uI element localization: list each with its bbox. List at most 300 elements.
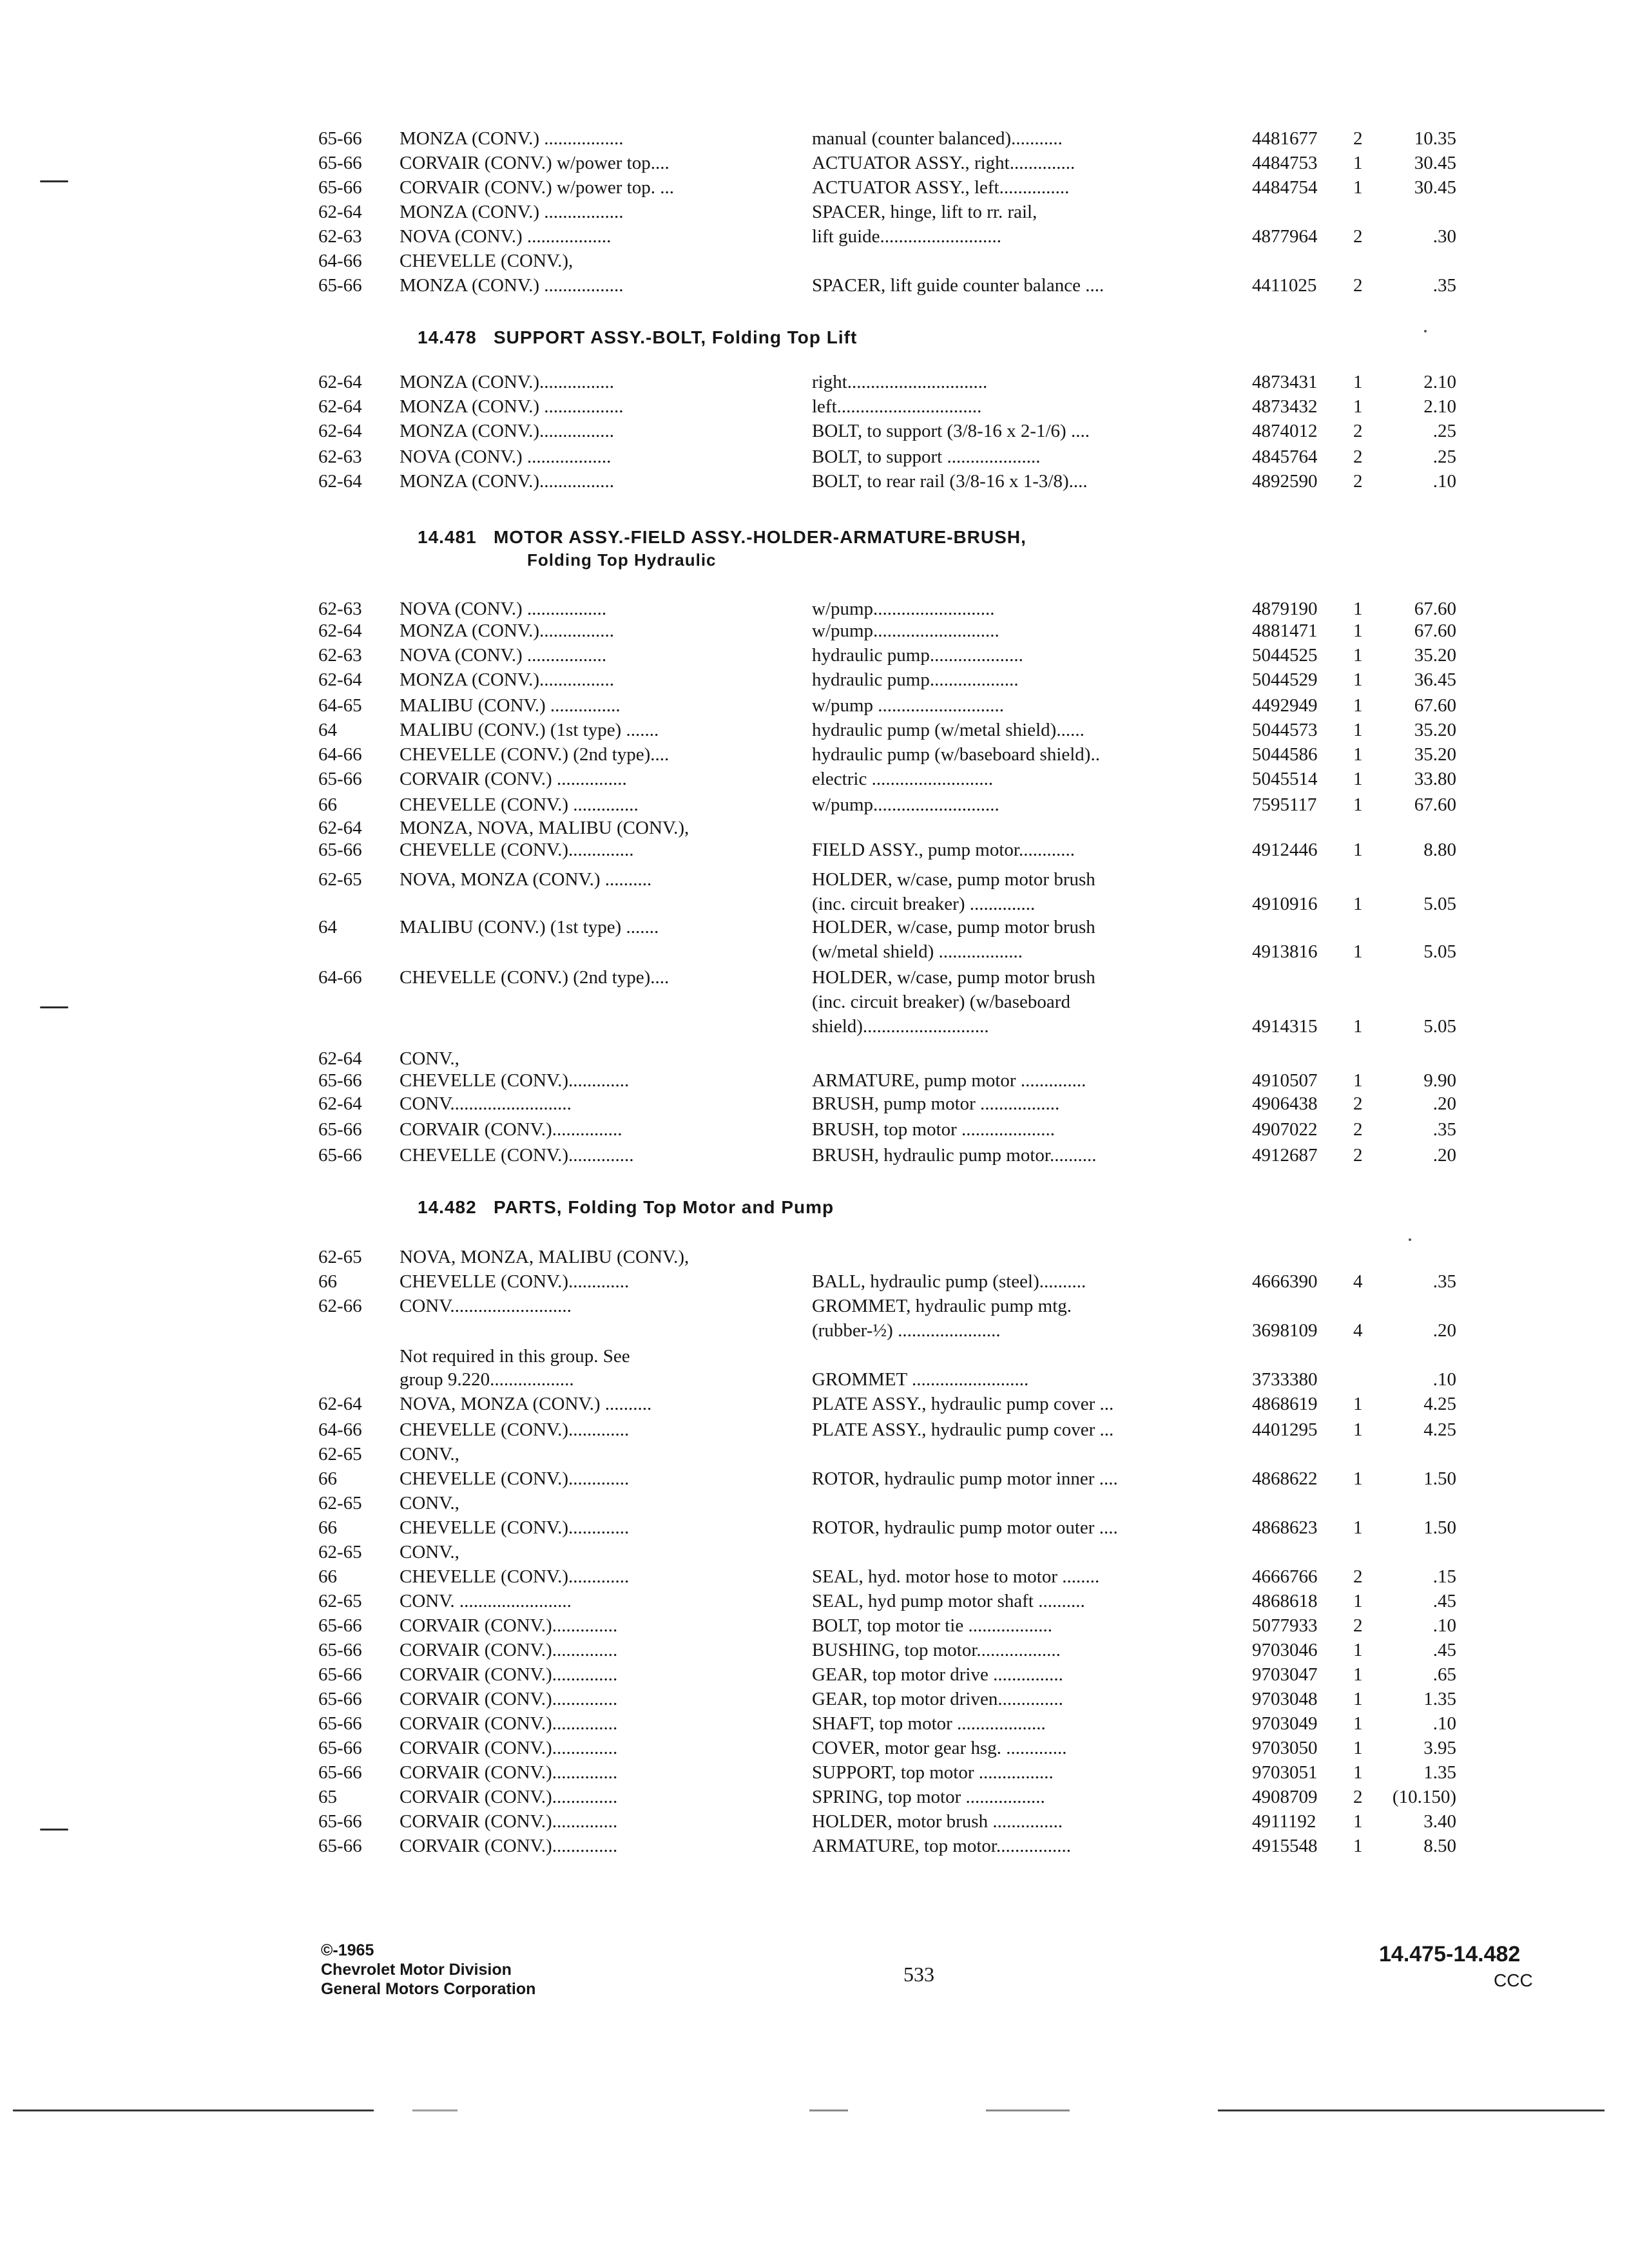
price-cell: .45: [1432, 1640, 1456, 1660]
part-row: [0, 1318, 1629, 1343]
part-row: [0, 915, 1629, 939]
price-cell: 5.05: [1423, 941, 1456, 962]
price-cell: 2.10: [1423, 372, 1456, 392]
part-number-cell: 4881471: [1252, 620, 1318, 641]
part-row: [0, 1515, 1629, 1540]
price-cell: 5.05: [1423, 894, 1456, 914]
description-cell: ARMATURE, top motor................: [812, 1836, 1071, 1856]
price-cell: 5.05: [1423, 1016, 1456, 1037]
year-cell: 62-64: [318, 396, 362, 417]
year-cell: 65-66: [318, 128, 362, 149]
part-row: [0, 469, 1629, 494]
quantity-cell: 1: [1353, 894, 1363, 914]
part-number-cell: 5044529: [1252, 669, 1318, 690]
part-number-cell: 4401295: [1252, 1419, 1318, 1440]
quantity-cell: 1: [1353, 177, 1363, 198]
part-number-cell: 9703050: [1252, 1738, 1318, 1758]
quantity-cell: 1: [1353, 645, 1363, 666]
price-cell: 2.10: [1423, 396, 1456, 417]
part-number-cell: 4873431: [1252, 372, 1318, 392]
description-cell: hydraulic pump....................: [812, 645, 1023, 666]
price-cell: .35: [1432, 1271, 1456, 1292]
part-row: [0, 668, 1629, 692]
part-row: [0, 1638, 1629, 1662]
quantity-cell: 2: [1353, 128, 1363, 149]
model-cell: CHEVELLE (CONV.) (2nd type)....: [400, 967, 670, 988]
quantity-cell: 1: [1353, 941, 1363, 962]
description-cell: ROTOR, hydraulic pump motor outer ....: [812, 1517, 1118, 1538]
part-row: [0, 1540, 1629, 1564]
part-number-cell: 4868619: [1252, 1394, 1318, 1414]
part-row: [0, 175, 1629, 200]
model-cell: CORVAIR (CONV.)..............: [400, 1689, 618, 1709]
part-row: [0, 718, 1629, 742]
model-cell: MONZA, NOVA, MALIBU (CONV.),: [400, 818, 689, 838]
model-cell: CORVAIR (CONV.)..............: [400, 1615, 618, 1636]
year-cell: 62-65: [318, 869, 362, 890]
price-cell: .10: [1432, 1713, 1456, 1734]
section-title: PARTS, Folding Top Motor and Pump: [493, 1197, 834, 1217]
model-cell: MALIBU (CONV.) (1st type) .......: [400, 917, 659, 937]
description-cell: hydraulic pump (w/baseboard shield)..: [812, 744, 1100, 765]
quantity-cell: 1: [1353, 1689, 1363, 1709]
group-range: 14.475-14.482: [1379, 1942, 1521, 1966]
description-cell: COVER, motor gear hsg. .............: [812, 1738, 1067, 1758]
model-cell: CONV.,: [400, 1048, 459, 1069]
part-number-cell: 9703047: [1252, 1664, 1318, 1685]
year-cell: 64-66: [318, 251, 362, 271]
description-cell: BOLT, to support ....................: [812, 447, 1041, 467]
quantity-cell: 1: [1353, 1811, 1363, 1832]
part-number-cell: 5077933: [1252, 1615, 1318, 1636]
price-cell: 10.35: [1414, 128, 1456, 149]
part-row: [0, 1589, 1629, 1613]
price-cell: 30.45: [1414, 153, 1456, 173]
part-number-cell: 4845764: [1252, 447, 1318, 467]
price-cell: 67.60: [1414, 794, 1456, 815]
year-cell: 65-66: [318, 1145, 362, 1166]
year-cell: 62-64: [318, 372, 362, 392]
part-row: [0, 1613, 1629, 1638]
division-name: Chevrolet Motor Division: [321, 1961, 512, 1979]
model-cell: MONZA (CONV.) .................: [400, 275, 624, 296]
description-cell: PLATE ASSY., hydraulic pump cover ...: [812, 1419, 1114, 1440]
part-number-cell: 4666766: [1252, 1566, 1318, 1587]
year-cell: 65-66: [318, 769, 362, 789]
model-cell: CHEVELLE (CONV.) ..............: [400, 794, 639, 815]
model-cell: CORVAIR (CONV.) w/power top....: [400, 153, 670, 173]
model-cell: CORVAIR (CONV.)..............: [400, 1787, 618, 1807]
description-cell: w/pump..........................: [812, 599, 995, 619]
price-cell: .20: [1432, 1093, 1456, 1114]
year-cell: 64-65: [318, 695, 362, 716]
bottom-rule: [986, 2109, 1070, 2111]
part-row: [0, 693, 1629, 718]
quantity-cell: 1: [1353, 1664, 1363, 1685]
corporation-name: General Motors Corporation: [321, 1980, 536, 1998]
description-cell: BALL, hydraulic pump (steel)..........: [812, 1271, 1086, 1292]
year-cell: 65: [318, 1787, 337, 1807]
part-row: [0, 939, 1629, 964]
price-cell: .45: [1432, 1591, 1456, 1611]
description-cell: GROMMET .........................: [812, 1369, 1029, 1390]
model-cell: CHEVELLE (CONV.)..............: [400, 840, 634, 860]
part-row: [0, 1046, 1629, 1071]
price-cell: 35.20: [1414, 744, 1456, 765]
description-cell: lift guide..........................: [812, 226, 1002, 247]
price-cell: .35: [1432, 275, 1456, 296]
quantity-cell: 1: [1353, 1713, 1363, 1734]
description-cell: SPRING, top motor .................: [812, 1787, 1045, 1807]
part-number-cell: 4907022: [1252, 1119, 1318, 1140]
quantity-cell: 4: [1353, 1320, 1363, 1341]
price-cell: 3.40: [1423, 1811, 1456, 1832]
part-row: [0, 394, 1629, 419]
quantity-cell: 1: [1353, 744, 1363, 765]
year-cell: 65-66: [318, 1070, 362, 1091]
year-cell: 62-64: [318, 1048, 362, 1069]
part-number-cell: 5044586: [1252, 744, 1318, 765]
part-row: [0, 1466, 1629, 1491]
model-cell: CONV. ........................: [400, 1591, 572, 1611]
part-number-cell: 5044573: [1252, 720, 1318, 740]
part-number-cell: 4484754: [1252, 177, 1318, 198]
description-cell: w/pump...........................: [812, 794, 999, 815]
quantity-cell: 1: [1353, 1419, 1363, 1440]
year-cell: 64: [318, 720, 337, 740]
part-row: [0, 767, 1629, 791]
model-cell: MALIBU (CONV.) (1st type) .......: [400, 720, 659, 740]
price-cell: .30: [1432, 226, 1456, 247]
part-number-cell: 4912446: [1252, 840, 1318, 860]
price-cell: 35.20: [1414, 720, 1456, 740]
price-cell: 8.80: [1423, 840, 1456, 860]
year-cell: 65-66: [318, 1640, 362, 1660]
part-row: [0, 1736, 1629, 1760]
year-cell: 65-66: [318, 177, 362, 198]
year-cell: 65-66: [318, 1615, 362, 1636]
year-cell: 62-65: [318, 1444, 362, 1465]
year-cell: 62-63: [318, 645, 362, 666]
section-title: MOTOR ASSY.-FIELD ASSY.-HOLDER-ARMATURE-BRUSH,: [493, 527, 1027, 547]
part-row: [0, 965, 1629, 990]
model-cell: NOVA, MONZA (CONV.) ..........: [400, 1394, 652, 1414]
part-number-cell: 4912687: [1252, 1145, 1318, 1166]
model-cell: MALIBU (CONV.) ...............: [400, 695, 621, 716]
catalog-code: CCC: [1494, 1970, 1533, 1990]
quantity-cell: 2: [1353, 447, 1363, 467]
part-number-cell: 4910507: [1252, 1070, 1318, 1091]
model-cell: MONZA (CONV.) .................: [400, 396, 624, 417]
model-cell: CONV.,: [400, 1444, 459, 1465]
description-cell: BOLT, to support (3/8-16 x 2-1/6) ....: [812, 421, 1090, 441]
part-number-cell: 5044525: [1252, 645, 1318, 666]
description-cell: shield)...........................: [812, 1016, 989, 1037]
part-number-cell: 4911192: [1252, 1811, 1316, 1832]
price-cell: 67.60: [1414, 599, 1456, 619]
year-cell: 66: [318, 794, 337, 815]
part-number-cell: 9703051: [1252, 1762, 1318, 1783]
model-cell: CHEVELLE (CONV.).............: [400, 1566, 630, 1587]
year-cell: 62-65: [318, 1247, 362, 1267]
price-cell: 36.45: [1414, 669, 1456, 690]
description-cell: BRUSH, pump motor .................: [812, 1093, 1060, 1114]
part-row: [0, 1117, 1629, 1142]
part-row: [0, 1711, 1629, 1736]
quantity-cell: 1: [1353, 1070, 1363, 1091]
model-cell: CHEVELLE (CONV.),: [400, 251, 574, 271]
year-cell: 62-64: [318, 202, 362, 222]
model-cell: CHEVELLE (CONV.)..............: [400, 1145, 634, 1166]
year-cell: 65-66: [318, 1738, 362, 1758]
quantity-cell: 2: [1353, 1145, 1363, 1166]
year-cell: 64-66: [318, 967, 362, 988]
description-cell: hydraulic pump...................: [812, 669, 1019, 690]
description-cell: HOLDER, w/case, pump motor brush: [812, 967, 1095, 988]
model-cell: CORVAIR (CONV.) ...............: [400, 769, 627, 789]
part-row: [0, 816, 1629, 840]
price-cell: 1.35: [1423, 1762, 1456, 1783]
year-cell: 62-65: [318, 1591, 362, 1611]
part-number-cell: 5045514: [1252, 769, 1318, 789]
quantity-cell: 1: [1353, 1394, 1363, 1414]
description-cell: (rubber-½) ......................: [812, 1320, 1001, 1341]
model-cell: CHEVELLE (CONV.).............: [400, 1419, 630, 1440]
year-cell: 65-66: [318, 840, 362, 860]
model-cell: CORVAIR (CONV.)..............: [400, 1640, 618, 1660]
part-row: [0, 1687, 1629, 1711]
quantity-cell: 1: [1353, 396, 1363, 417]
price-cell: 33.80: [1414, 769, 1456, 789]
price-cell: .10: [1432, 1615, 1456, 1636]
year-cell: 65-66: [318, 1689, 362, 1709]
part-number-cell: 9703049: [1252, 1713, 1318, 1734]
quantity-cell: 1: [1353, 840, 1363, 860]
price-cell: 1.50: [1423, 1517, 1456, 1538]
part-number-cell: 4910916: [1252, 894, 1318, 914]
section-number: 14.482: [418, 1197, 477, 1217]
price-cell: 67.60: [1414, 620, 1456, 641]
model-cell: MONZA (CONV.)................: [400, 421, 614, 441]
description-cell: ARMATURE, pump motor ..............: [812, 1070, 1086, 1091]
quantity-cell: 1: [1353, 669, 1363, 690]
part-number-cell: 4892590: [1252, 471, 1318, 492]
quantity-cell: 1: [1353, 1640, 1363, 1660]
model-cell: CONV..........................: [400, 1296, 572, 1316]
bottom-rule: [13, 2109, 374, 2111]
bottom-rule: [412, 2109, 458, 2111]
quantity-cell: 2: [1353, 1566, 1363, 1587]
part-row: [0, 200, 1629, 224]
model-cell: NOVA (CONV.) .................: [400, 599, 607, 619]
year-cell: 62-65: [318, 1493, 362, 1514]
part-row: [0, 1491, 1629, 1515]
description-cell: (inc. circuit breaker) ..............: [812, 894, 1036, 914]
part-row: [0, 597, 1629, 621]
model-cell: CORVAIR (CONV.) w/power top. ...: [400, 177, 674, 198]
bottom-rule: [809, 2109, 848, 2111]
part-row: [0, 273, 1629, 298]
model-cell: NOVA (CONV.) ..................: [400, 447, 612, 467]
price-cell: .10: [1432, 471, 1456, 492]
quantity-cell: 1: [1353, 695, 1363, 716]
description-cell: right..............................: [812, 372, 988, 392]
quantity-cell: 1: [1353, 153, 1363, 173]
part-row: [0, 370, 1629, 394]
part-row: [0, 419, 1629, 443]
quantity-cell: 2: [1353, 1787, 1363, 1807]
price-cell: 67.60: [1414, 695, 1456, 716]
section-heading-14-478: [418, 326, 857, 349]
part-number-cell: 4879190: [1252, 599, 1318, 619]
part-number-cell: 4411025: [1252, 275, 1317, 296]
year-cell: 65-66: [318, 1811, 362, 1832]
part-number-cell: 4868622: [1252, 1468, 1318, 1489]
model-cell: CHEVELLE (CONV.).............: [400, 1271, 630, 1292]
model-cell: CORVAIR (CONV.)..............: [400, 1836, 618, 1856]
description-cell: SUPPORT, top motor ................: [812, 1762, 1054, 1783]
model-cell: Not required in this group. See: [400, 1346, 630, 1367]
model-cell: CORVAIR (CONV.)..............: [400, 1762, 618, 1783]
price-cell: 3.95: [1423, 1738, 1456, 1758]
part-row: [0, 1269, 1629, 1294]
year-cell: 64-66: [318, 1419, 362, 1440]
quantity-cell: 1: [1353, 1738, 1363, 1758]
quantity-cell: 2: [1353, 471, 1363, 492]
year-cell: 62-63: [318, 226, 362, 247]
quantity-cell: 1: [1353, 1468, 1363, 1489]
year-cell: 62-64: [318, 1394, 362, 1414]
part-number-cell: 4877964: [1252, 226, 1318, 247]
part-row: [0, 1294, 1629, 1318]
part-row: [0, 1367, 1629, 1392]
year-cell: 65-66: [318, 1664, 362, 1685]
description-cell: ACTUATOR ASSY., left...............: [812, 177, 1070, 198]
description-cell: BRUSH, top motor ....................: [812, 1119, 1055, 1140]
quantity-cell: 2: [1353, 226, 1363, 247]
model-cell: MONZA (CONV.)................: [400, 372, 614, 392]
description-cell: SPACER, lift guide counter balance ....: [812, 275, 1104, 296]
part-row: [0, 1344, 1629, 1369]
description-cell: FIELD ASSY., pump motor............: [812, 840, 1075, 860]
part-number-cell: 4874012: [1252, 421, 1318, 441]
part-row: [0, 1068, 1629, 1093]
price-cell: 30.45: [1414, 177, 1456, 198]
description-cell: ACTUATOR ASSY., right..............: [812, 153, 1075, 173]
part-row: [0, 838, 1629, 862]
model-cell: NOVA (CONV.) .................: [400, 645, 607, 666]
year-cell: 62-64: [318, 620, 362, 641]
part-number-cell: 4913816: [1252, 941, 1318, 962]
part-number-cell: 4915548: [1252, 1836, 1318, 1856]
quantity-cell: 2: [1353, 421, 1363, 441]
section-number: 14.481: [418, 527, 477, 547]
part-row: [0, 1442, 1629, 1466]
quantity-cell: 1: [1353, 1016, 1363, 1037]
section-title: SUPPORT ASSY.-BOLT, Folding Top Lift: [493, 327, 858, 347]
model-cell: MONZA (CONV.) .................: [400, 128, 624, 149]
part-number-cell: 4481677: [1252, 128, 1318, 149]
description-cell: (w/metal shield) ..................: [812, 941, 1023, 962]
part-row: [0, 1662, 1629, 1687]
section-heading-14-482: [418, 1196, 834, 1219]
price-cell: 8.50: [1423, 1836, 1456, 1856]
bottom-rule: [1218, 2109, 1605, 2111]
year-cell: 62-65: [318, 1542, 362, 1562]
model-cell: CONV.,: [400, 1493, 459, 1514]
part-row: [0, 445, 1629, 469]
description-cell: PLATE ASSY., hydraulic pump cover ...: [812, 1394, 1114, 1414]
description-cell: w/pump...........................: [812, 620, 999, 641]
part-row: [0, 793, 1629, 817]
year-cell: 62-63: [318, 447, 362, 467]
price-cell: 4.25: [1423, 1419, 1456, 1440]
part-number-cell: 3698109: [1252, 1320, 1318, 1341]
year-cell: 65-66: [318, 153, 362, 173]
part-number-cell: 4484753: [1252, 153, 1318, 173]
description-cell: GEAR, top motor driven..............: [812, 1689, 1063, 1709]
year-cell: 65-66: [318, 1762, 362, 1783]
quantity-cell: 4: [1353, 1271, 1363, 1292]
price-cell: 35.20: [1414, 645, 1456, 666]
quantity-cell: 1: [1353, 769, 1363, 789]
model-cell: CORVAIR (CONV.)..............: [400, 1811, 618, 1832]
part-number-cell: 4666390: [1252, 1271, 1318, 1292]
description-cell: SPACER, hinge, lift to rr. rail,: [812, 202, 1037, 222]
stray-mark: [1424, 330, 1427, 332]
price-cell: .25: [1432, 421, 1456, 441]
part-number-cell: 4873432: [1252, 396, 1318, 417]
price-cell: .35: [1432, 1119, 1456, 1140]
description-cell: BRUSH, hydraulic pump motor..........: [812, 1145, 1097, 1166]
part-row: [0, 892, 1629, 916]
description-cell: SHAFT, top motor ...................: [812, 1713, 1046, 1734]
part-row: [0, 224, 1629, 249]
price-cell: .15: [1432, 1566, 1456, 1587]
description-cell: HOLDER, w/case, pump motor brush: [812, 917, 1095, 937]
part-row: [0, 1392, 1629, 1416]
part-row: [0, 151, 1629, 175]
description-cell: hydraulic pump (w/metal shield)......: [812, 720, 1084, 740]
quantity-cell: 2: [1353, 1615, 1363, 1636]
model-cell: CHEVELLE (CONV.).............: [400, 1070, 630, 1091]
price-cell: .25: [1432, 447, 1456, 467]
part-row: [0, 1785, 1629, 1809]
year-cell: 62-64: [318, 471, 362, 492]
page-number: 533: [903, 1963, 934, 1986]
part-number-cell: 4868618: [1252, 1591, 1318, 1611]
description-cell: SEAL, hyd pump motor shaft ..........: [812, 1591, 1085, 1611]
part-row: [0, 1245, 1629, 1269]
description-cell: SEAL, hyd. motor hose to motor ........: [812, 1566, 1100, 1587]
quantity-cell: 2: [1353, 1093, 1363, 1114]
description-cell: BOLT, top motor tie ..................: [812, 1615, 1052, 1636]
section-heading-14-481: [418, 526, 1027, 549]
price-cell: .10: [1432, 1369, 1456, 1390]
part-row: [0, 1564, 1629, 1589]
part-row: [0, 126, 1629, 151]
model-cell: CONV..........................: [400, 1093, 572, 1114]
part-row: [0, 1834, 1629, 1858]
price-cell: .65: [1432, 1664, 1456, 1685]
part-row: [0, 1091, 1629, 1116]
price-cell: 9.90: [1423, 1070, 1456, 1091]
part-number-cell: 4868623: [1252, 1517, 1318, 1538]
quantity-cell: 1: [1353, 372, 1363, 392]
description-cell: GEAR, top motor drive ...............: [812, 1664, 1063, 1685]
part-row: [0, 1014, 1629, 1039]
quantity-cell: 1: [1353, 794, 1363, 815]
